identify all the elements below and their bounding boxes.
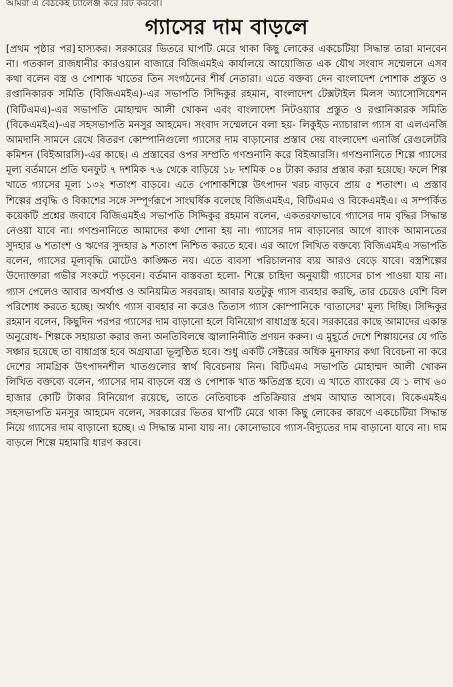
- article-body: [6, 42, 447, 684]
- article-text: হাস্যকর। সরকারের ভিতরে ঘাপটি মেরে থাকা কিছু লোকের একচেটিয়া সিদ্ধান্ত তারা মানবেন না। গতকাল রাজধানীর কারওয়ান বাজারে বিজিএমইএ কার্যালয়ে আয়োজিত এক যৌথ সংবাদ সম্মেলনে এসব কথা বলেন বস্ত্র ও পোশাক খাতের তিন সংগঠনের শীর্ষ নেতারা। এতে বক্তব্য দেন বাংলাদেশ পোশাক প্রস্তুত ও রপ্তানিকারক সমিতি (বিজিএমইএ)-এর সভাপতি সিদ্দিকুর রহমান, বাংলাদেশ টেক্সটাইল মিলস অ্যাসোসিয়েশন (বিটিএমএ)-এর সভাপতি মোহাম্মদ আলী খোকন এবং বাংলাদেশ নিটওয়্যার প্রস্তুত ও রপ্তানিকারক সমিতি (বিকেএমইএ)-এর সহসভাপতি মনসুর আহমেদ। সংবাদ সম্মেলনে বলা হয়- লিকুইড ন্যাচারাল গ্যাস বা এলএনজি আমদানি সামনে রেখে বিতরণ কোম্পানিগুলো গ্যাসের দাম বাড়ানোর প্রস্তাব দেয় বাংলাদেশ এনার্জি রেগুলেটরি কমিশন (বিইআরসি)-এর কাছে। এ প্রস্তাবের ওপর সম্প্রতি গণশুনানি করে বিইআরসি। গণশুনানিতে শিল্পে গ্যাসের মূল্য বর্তমানে প্রতি ঘনফুট ৭ দশমিক ৭৬ থেকে বাড়িয়ে ১৮ দশমিক ০৪ টাকা করার প্রস্তাব করা হয়েছে। ফলে শিল্প খাতে গ্যাসের মূল্য ১৩২ শতাংশ বাড়বে। এতে পোশাকশিল্পে উৎপাদন খরচ বাড়বে প্রায় ৫ শতাংশ। এ প্রস্তাব শিল্পের প্রবৃদ্ধি ও বিকাশের সঙ্গে সম্পূর্ণরূপে সাংঘর্ষিক বলেছে বিজিএমইএ, বিটিএমএ ও বিকেএমইএ। এ সম্পর্কিত কয়েকটি প্রশ্নের জবাবে বিজিএমইএ সভাপতি সিদ্দিকুর রহমান বলেন, একতরফাভাবে গ্যাসের দাম বৃদ্ধির সিদ্ধান্ত নেওয়া যাবে না। গণশুনানিতে আমাদের কথা শোনা হয় না। গ্যাসের দাম বাড়ানোর আগে ব্যাংক আমানতের সুদহার ৬ শতাংশ ও ঋণের সুদহার ৯ শতাংশ নিশ্চিত করতে হবে। এর আগে লিখিত বক্তব্যে বিজিএমইএ সভাপতি বলেন, গ্যাসের মূল্যবৃদ্ধি মোটেও কাঙ্ক্ষিত নয়। এতে ব্যবসা পরিচালনার ব্যয় আরও বেড়ে যাবে। বস্ত্রশিল্পের উদ্যোক্তারা গভীর সংকটে পড়বেন। বর্তমান বাস্তবতা হলো- শিল্পে চাহিদা অনুযায়ী গ্যাসের চাপ পাওয়া যায় না। গ্যাস পেলেও আবার অপর্যাপ্ত ও অনিয়মিত সরবরাহ। আবার যতটুকু গ্যাস ব্যবহার করছি, তার চেয়েও বেশি বিল পরিশোধ করতে হচ্ছে। অর্থাৎ গ্যাস ব্যবহার না করেও তিতাস গ্যাস কোম্পানিকে 'বাতাসের' মূল্য দিচ্ছি। সিদ্দিকুর রহমান বলেন, কিছুদিন পরপর গ্যাসের দাম বাড়ানো হলে বিনিয়োগ বাধাগ্রস্ত হবে। সরকারের কাছে আমাদের একান্ত অনুরোধ- শিল্পকে সহায়তা করার জন্য অনতিবিলম্বে জ্বালানিনীতি প্রণয়ন করুন। এ মুহূর্তে দেশে শিল্পায়নের যে গতি সঞ্চার হয়েছে তা বাধাগ্রস্ত হবে অগ্রযাত্রা ভূলুণ্ঠিত হবে। শুধু একটি সেক্টরের অধিক মুনাফার কথা বিবেচনা না করে দেশের সামগ্রিক উৎপাদনশীল খাতগুলোর স্বার্থ বিবেচনায় নিন। বিটিএমএ সভাপতি মোহাম্মদ আলী খোকন লিখিত বক্তব্যে বলেন, গ্যাসের দাম বাড়লে বস্ত্র ও পোশাক খাত ক্ষতিগ্রস্ত হবে। এ খাতে ব্যাংকের যে ১ লাখ ৬০ হাজার কোটি টাকার বিনিয়োগ রয়েছে, তাতে নেতিবাচক প্রতিক্রিয়ার প্রথম আঘাত আসবে। বিকেএমইএ সহসভাপতি মনসুর আহমেদ বলেন, সরকারের ভিতর ঘাপটি মেরে থাকা কিছু লোকের কারণে একচেটিয়া সিদ্ধান্ত নিয়ে গ্যাসের দাম বাড়ানো হচ্ছে। এ সিদ্ধান্ত মানা যায় না। কোনোভাবে গ্যাস-বিদ্যুতের দাম বাড়ানো যাবে না। দাম বাড়লে শিল্পে মহামারি ধারণ করবে।: [6, 44, 447, 450]
- clipped-previous-line: আমরা এ বৈঠকেই চ্যালেঞ্জ করে রিট করবো।: [6, 0, 163, 9]
- continued-marker: [প্রথম পৃষ্ঠার পর]: [6, 44, 76, 55]
- article-headline: গ্যাসের দাম বাড়লে: [144, 15, 309, 39]
